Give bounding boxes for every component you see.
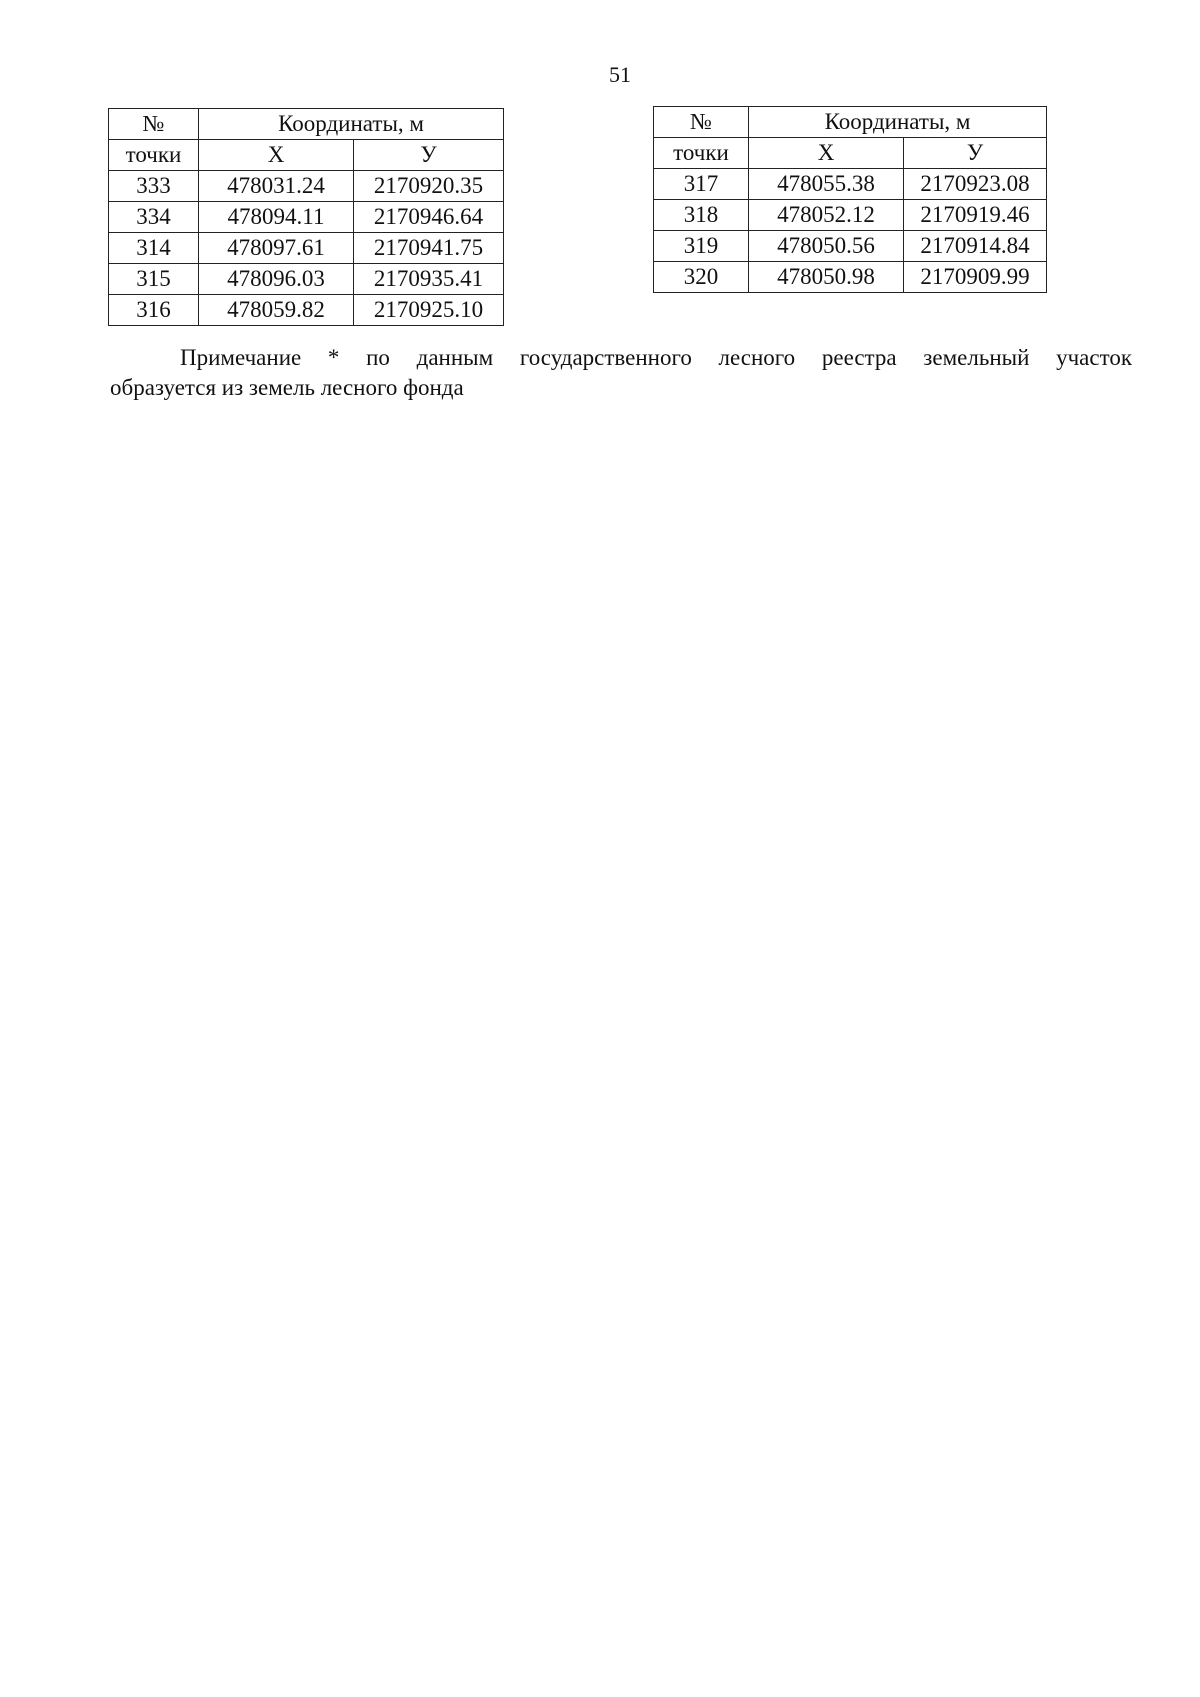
table-row <box>109 202 504 233</box>
y-coordinate: 2170946.64 <box>354 202 504 233</box>
y-coordinate: 2170920.35 <box>354 171 504 202</box>
note-paragraph <box>110 343 1132 403</box>
point-number: 317 <box>654 169 749 200</box>
point-number: 315 <box>109 264 199 295</box>
coordinates-header: Координаты, м <box>199 109 504 140</box>
note-line-2: образуется из земель лесного фонда <box>110 375 464 400</box>
point-number: 334 <box>109 202 199 233</box>
x-coordinate: 478050.98 <box>749 262 904 293</box>
note-line-1: Примечание * по данным государственного лесного реестра земельный участок <box>180 345 1132 370</box>
y-column-header: У <box>904 138 1047 169</box>
table-row <box>109 171 504 202</box>
table-row <box>654 231 1047 262</box>
table-row <box>654 200 1047 231</box>
y-coordinate: 2170919.46 <box>904 200 1047 231</box>
y-coordinate: 2170925.10 <box>354 295 504 326</box>
point-number: 319 <box>654 231 749 262</box>
y-column-header: У <box>354 140 504 171</box>
x-coordinate: 478052.12 <box>749 200 904 231</box>
table-subheader-row <box>654 138 1047 169</box>
x-coordinate: 478096.03 <box>199 264 354 295</box>
table-header-row <box>654 107 1047 138</box>
point-number-header: № <box>109 109 199 140</box>
page-number: 51 <box>609 62 631 87</box>
x-coordinate: 478059.82 <box>199 295 354 326</box>
table-row <box>109 233 504 264</box>
x-coordinate: 478055.38 <box>749 169 904 200</box>
point-number-header-label: точки <box>109 140 199 171</box>
x-column-header: X <box>199 140 354 171</box>
y-coordinate: 2170941.75 <box>354 233 504 264</box>
x-coordinate: 478097.61 <box>199 233 354 264</box>
point-number: 333 <box>109 171 199 202</box>
point-number: 316 <box>109 295 199 326</box>
y-coordinate: 2170935.41 <box>354 264 504 295</box>
coordinates-table-right <box>653 106 1047 293</box>
table-header-row <box>109 109 504 140</box>
y-coordinate: 2170923.08 <box>904 169 1047 200</box>
table-row <box>109 264 504 295</box>
x-coordinate: 478094.11 <box>199 202 354 233</box>
table-row <box>109 295 504 326</box>
y-coordinate: 2170909.99 <box>904 262 1047 293</box>
point-number-header-label: точки <box>654 138 749 169</box>
x-column-header: X <box>749 138 904 169</box>
point-number-header: № <box>654 107 749 138</box>
point-number: 314 <box>109 233 199 264</box>
table-row <box>654 262 1047 293</box>
y-coordinate: 2170914.84 <box>904 231 1047 262</box>
x-coordinate: 478031.24 <box>199 171 354 202</box>
point-number: 320 <box>654 262 749 293</box>
coordinates-table-left <box>108 108 504 326</box>
x-coordinate: 478050.56 <box>749 231 904 262</box>
coordinates-header: Координаты, м <box>749 107 1047 138</box>
table-subheader-row <box>109 140 504 171</box>
point-number: 318 <box>654 200 749 231</box>
table-row <box>654 169 1047 200</box>
